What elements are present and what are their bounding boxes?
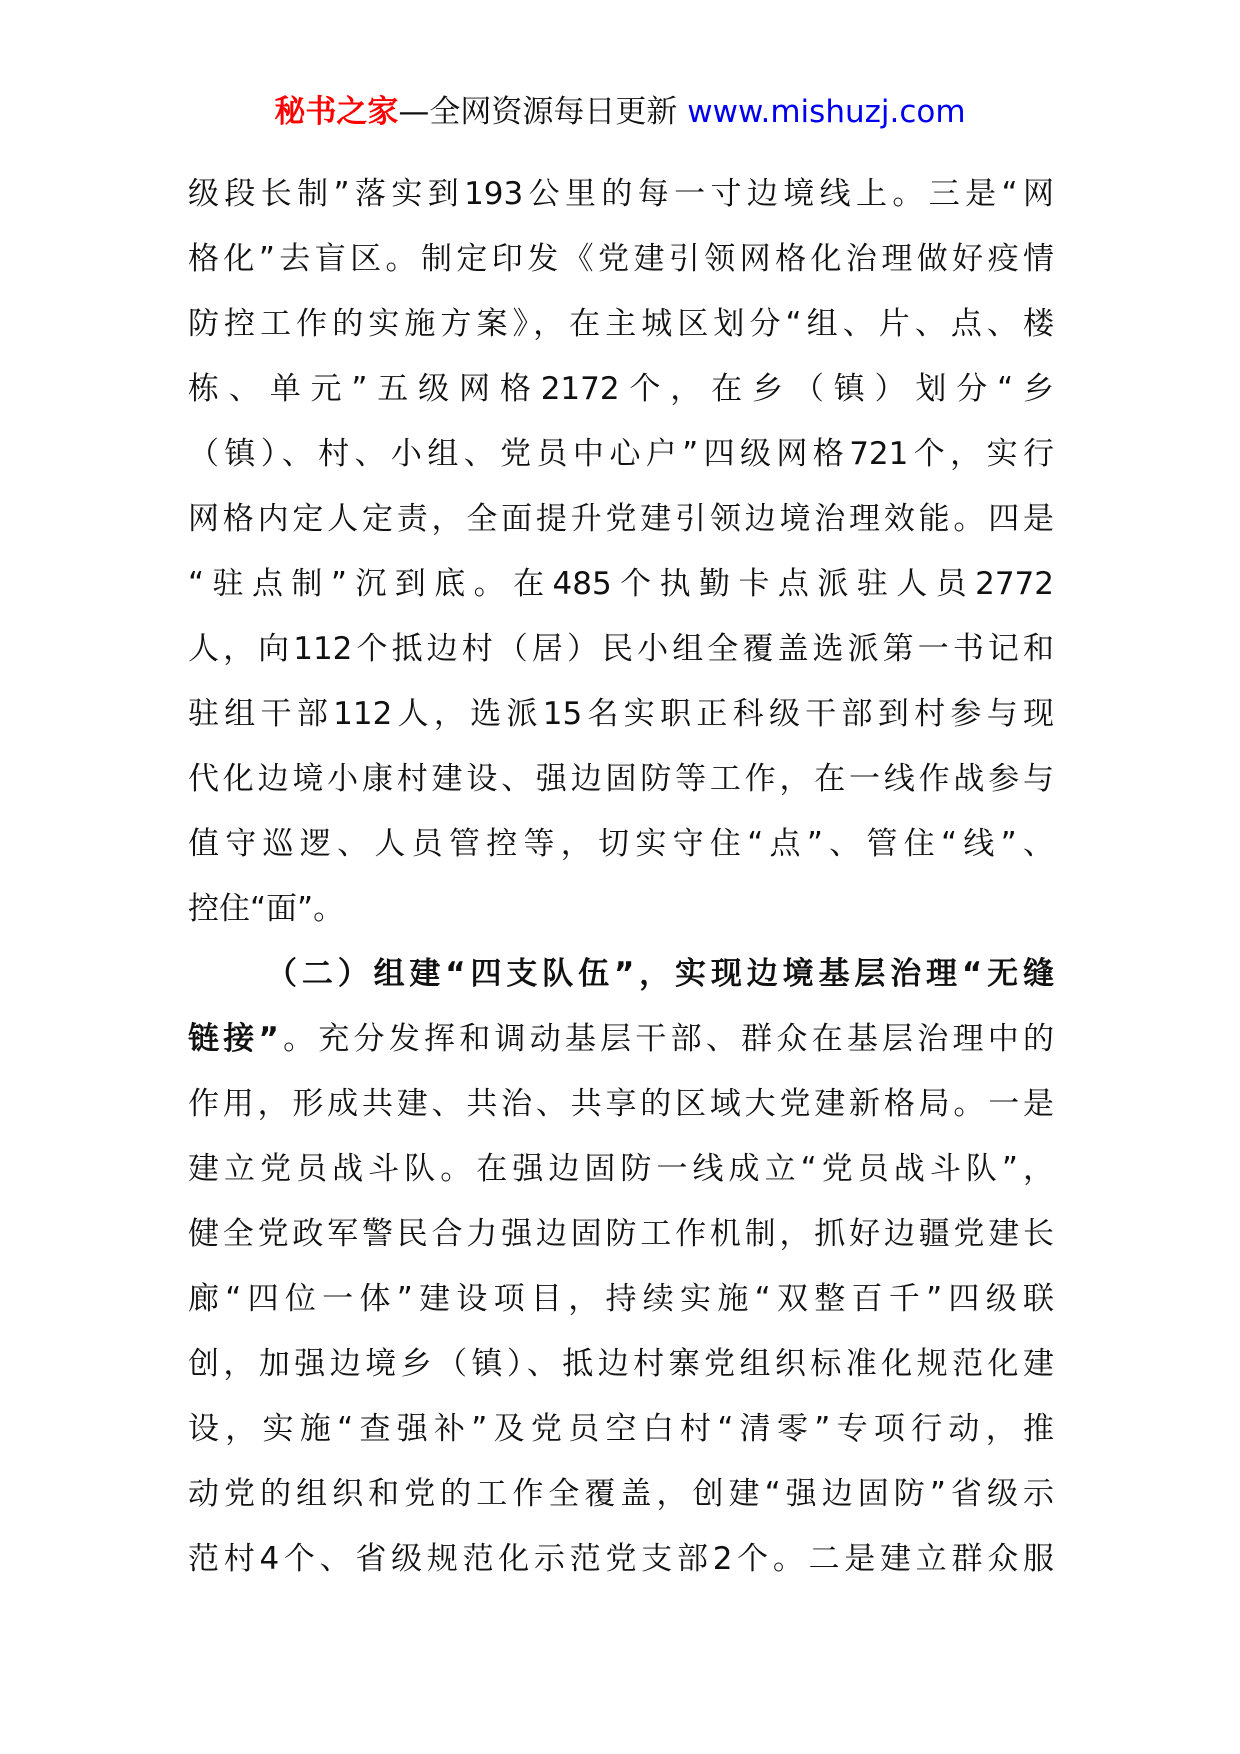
text-line: 代化边境小康村建设、强边固防等工作，在一线作战参与 <box>188 761 1054 797</box>
text-line: 栋、单元”五级网格2172个，在乡（镇）划分“乡 <box>188 371 1054 407</box>
brand-name: 秘书之家 <box>274 94 399 130</box>
text-line: 人，向112个抵边村（居）民小组全覆盖选派第一书记和 <box>188 631 1054 667</box>
text-line: 值守巡逻、人员管控等，切实守住“点”、管住“线”、 <box>188 826 1054 862</box>
text-line: 控住“面”。 <box>188 891 345 927</box>
text-line: 创，加强边境乡（镇）、抵边村寨党组织标准化规范化建 <box>188 1346 1054 1382</box>
section-heading: （二）组建“四支队伍”，实现边境基层治理“无缝 <box>266 956 1054 992</box>
document-body <box>188 162 1054 1592</box>
text-line: （镇）、村、小组、党员中心户”四级网格721个，实行 <box>188 436 1054 472</box>
text-line: 建立党员战斗队。在强边固防一线成立“党员战斗队”， <box>188 1151 1054 1187</box>
text-line: “驻点制”沉到底。在485个执勤卡点派驻人员2772 <box>188 566 1054 602</box>
text-line: 作用，形成共建、共治、共享的区域大党建新格局。一是 <box>188 1086 1054 1122</box>
section-heading-continuation <box>188 1007 1054 1072</box>
text-line: 设，实施“查强补”及党员空白村“清零”专项行动，推 <box>188 1411 1054 1447</box>
text-line: 网格内定人定责，全面提升党建引领边境治理效能。四是 <box>188 501 1054 537</box>
header-tagline: —全网资源每日更新 <box>398 94 678 130</box>
text-line: 防控工作的实施方案》，在主城区划分“组、片、点、楼 <box>188 306 1054 342</box>
section-2 <box>188 942 1054 1592</box>
paragraph-1 <box>188 162 1054 942</box>
text-line: 廊“四位一体”建设项目，持续实施“双整百千”四级联 <box>188 1281 1054 1317</box>
text-line: 驻组干部112人，选派15名实职正科级干部到村参与现 <box>188 696 1054 732</box>
text-line: 级段长制”落实到193公里的每一寸边境线上。三是“网 <box>188 176 1054 212</box>
site-url-link[interactable]: www.mishuzj.com <box>687 94 966 130</box>
site-header <box>0 92 1240 132</box>
text-line: 范村4个、省级规范化示范党支部2个。二是建立群众服 <box>188 1541 1054 1577</box>
section-intro-text: 。充分发挥和调动基层干部、群众在基层治理中的 <box>278 1021 1054 1057</box>
section-heading-end: 链接” <box>188 1021 279 1057</box>
text-line: 健全党政军警民合力强边固防工作机制，抓好边疆党建长 <box>188 1216 1054 1252</box>
text-line: 格化”去盲区。制定印发《党建引领网格化治理做好疫情 <box>188 241 1054 277</box>
text-line: 动党的组织和党的工作全覆盖，创建“强边固防”省级示 <box>188 1476 1054 1512</box>
